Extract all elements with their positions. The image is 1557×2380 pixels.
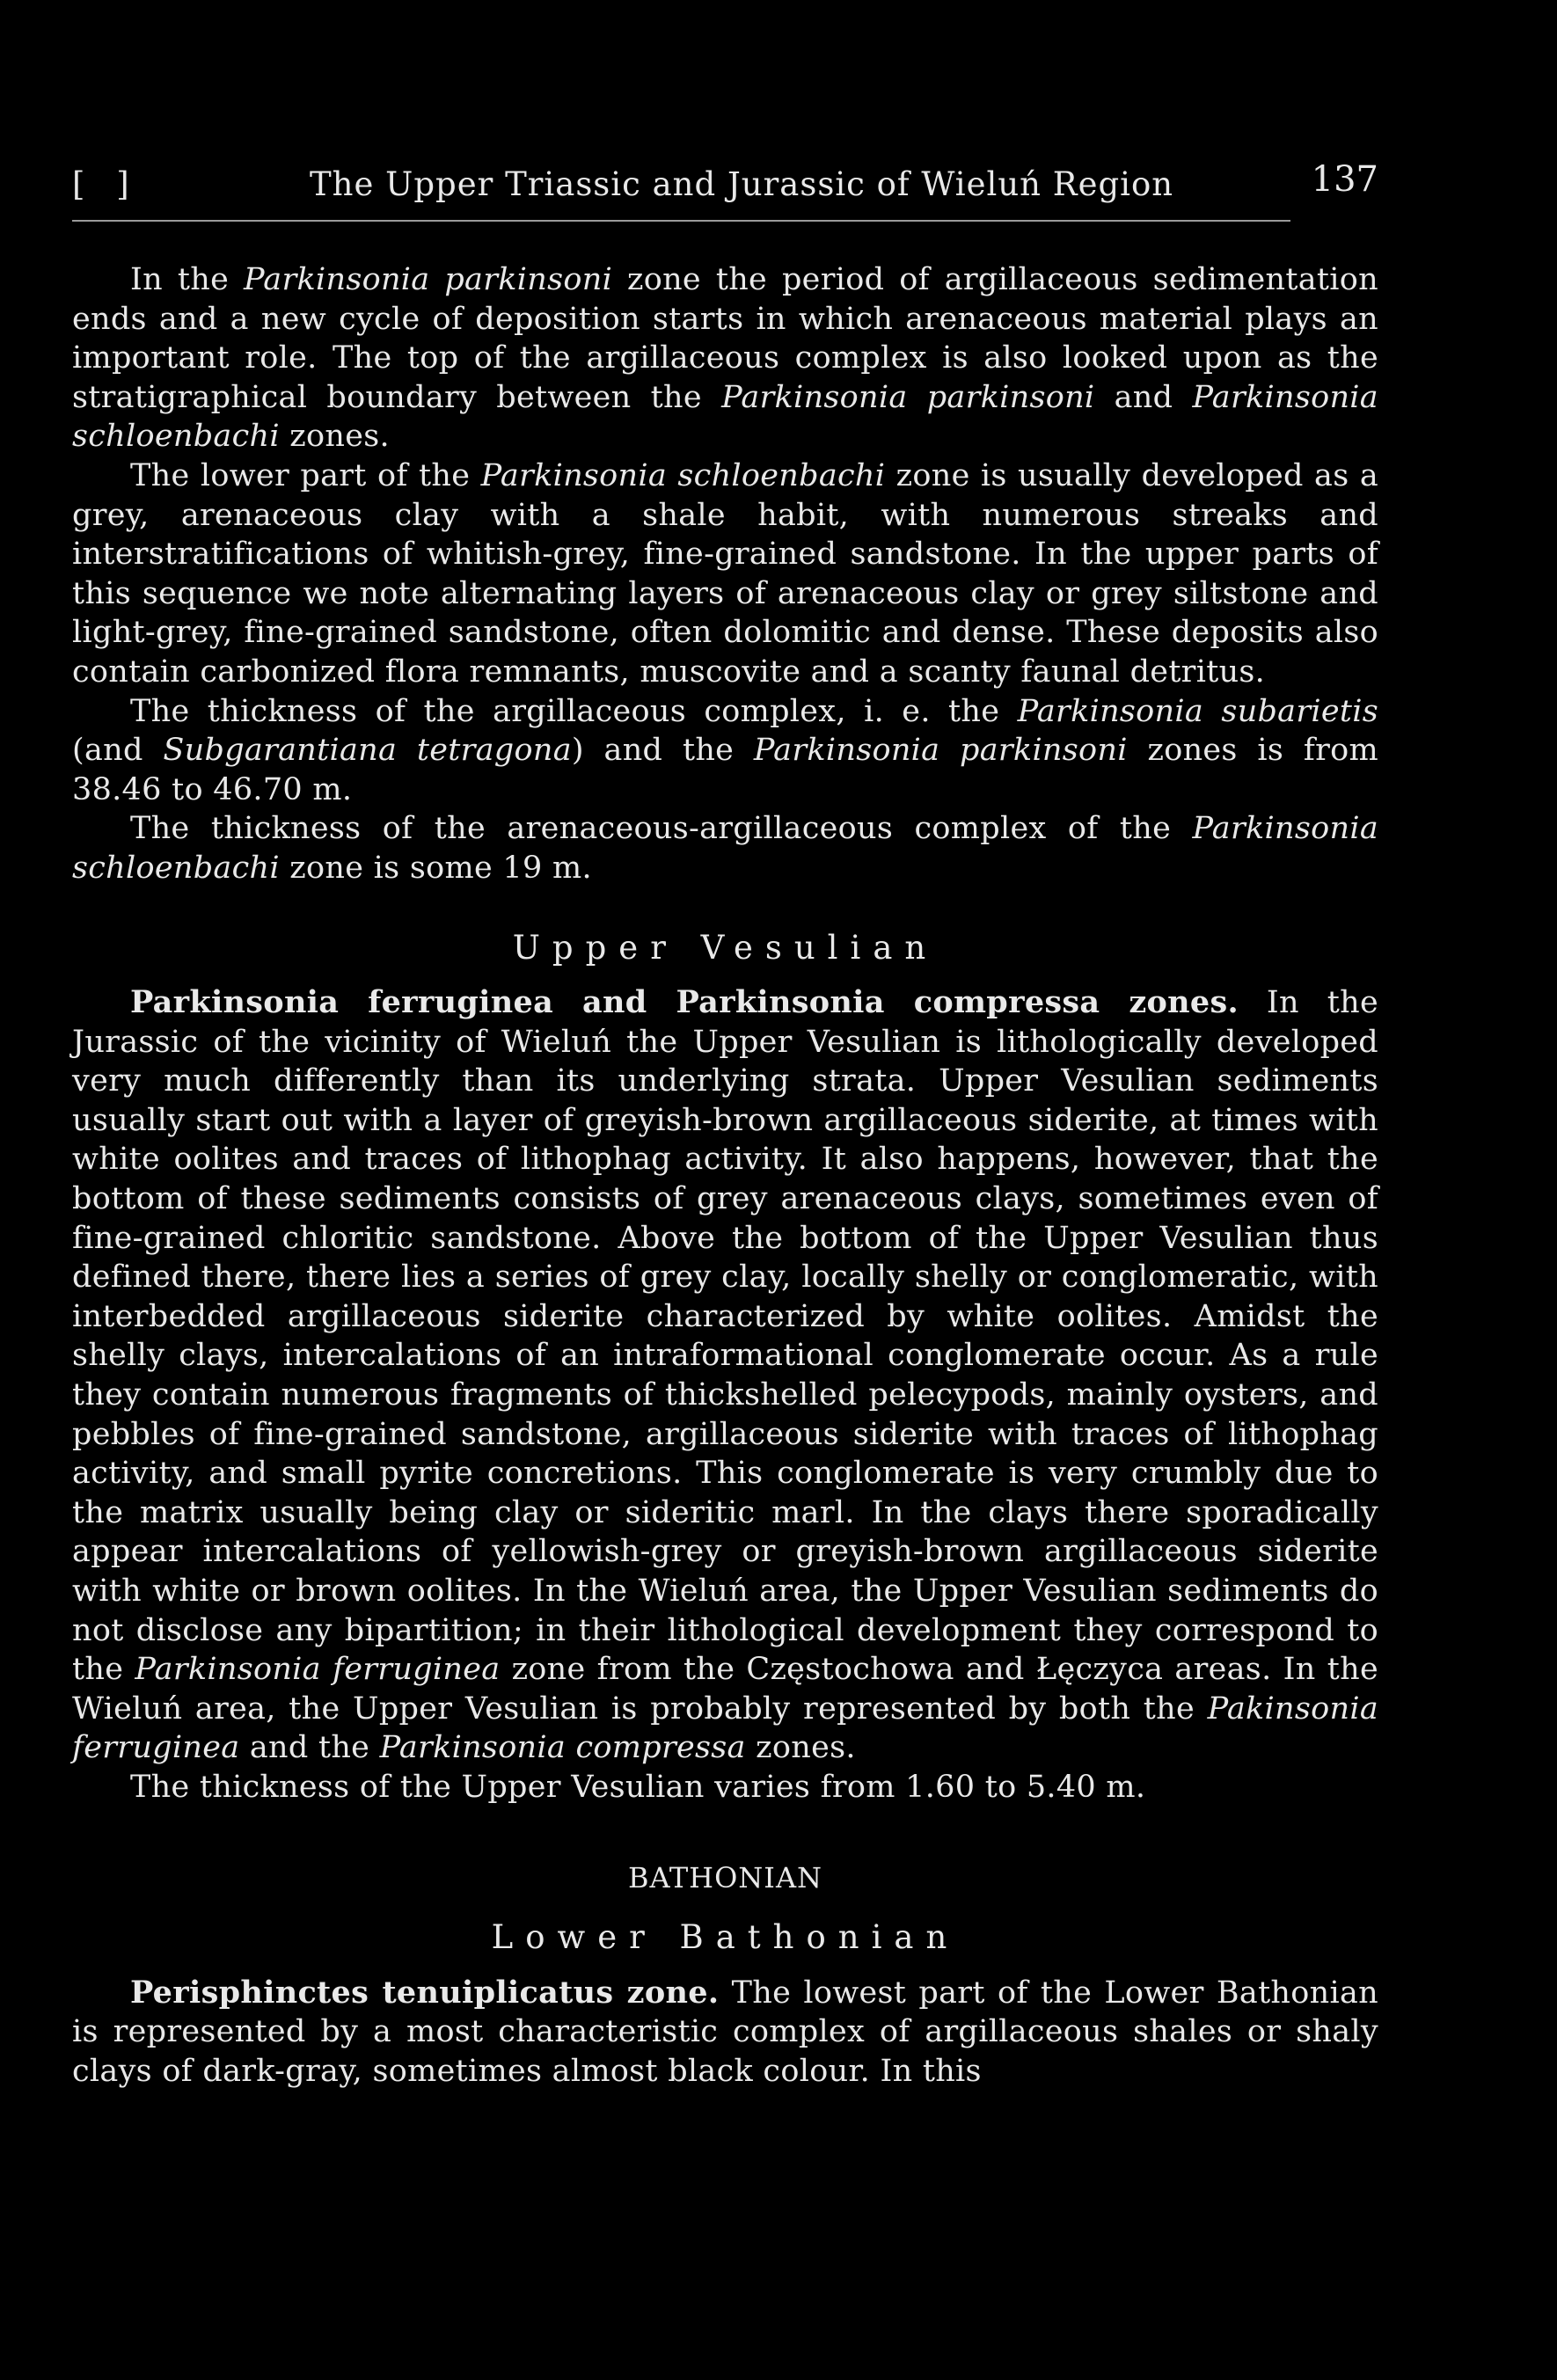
- zone-title: Parkinsonia ferruginea and Parkinsonia compressa zones.: [130, 984, 1239, 1021]
- taxon-name: Parkinsonia subarietis: [1017, 693, 1378, 729]
- text-run: The lowest part of the Lower Bathonian is represented by a most characteristic complex of argillaceous shales or shaly clays of dark-gray, sometimes almost black colour. In this: [72, 1975, 1378, 2089]
- body-text: [72, 260, 1378, 2092]
- taxon-name: Parkinsonia compressa: [379, 1730, 746, 1766]
- text-run: zones.: [279, 419, 390, 455]
- heading-lower-bathonian: Lower Bathonian: [491, 1918, 960, 1957]
- taxon-name: Parkinsonia schloenbachi: [72, 379, 1378, 455]
- text-run: The lower part of the: [130, 457, 481, 493]
- running-title: The Upper Triassic and Jurassic of Wieluń Region: [310, 165, 1174, 203]
- taxon-name: Parkinsonia schloenbachi: [480, 457, 886, 493]
- heading-bathonian: BATHONIAN: [627, 1860, 823, 1895]
- text-run: The thickness of the arenaceous-argillaceous complex of the: [130, 811, 1193, 847]
- text-run: In the: [130, 262, 244, 297]
- taxon-name: Parkinsonia schloenbachi: [72, 811, 1378, 886]
- paragraph-arenaceous-thickness: [72, 809, 1378, 887]
- paragraph-tenuiplicatus-zone: [72, 1974, 1378, 2092]
- taxon-name: Parkinsonia parkinsoni: [753, 733, 1128, 769]
- paragraph-parkinsoni-zone: [72, 260, 1378, 456]
- bracket-marks: [ ]: [72, 165, 140, 203]
- running-head: [72, 157, 1378, 213]
- text-run: The thickness of the argillaceous complex, i. e. the: [130, 693, 1018, 729]
- zone-title: Perisphinctes tenuiplicatus zone.: [130, 1974, 720, 2011]
- taxon-name: Subgarantiana tetragona: [163, 733, 572, 769]
- paragraph-schloenbachi-lower: [72, 456, 1378, 692]
- paragraph-upper-vesulian-thickness: The thickness of the Upper Vesulian varies from 1.60 to 5.40 m.: [130, 1769, 1146, 1805]
- paragraph-argillaceous-thickness: [72, 692, 1378, 810]
- text-run: zone the period of argillaceous sedimentation ends and a new cycle of deposition starts in which arenaceous material plays an important role. The top of the argillaceous complex is also looked upon as the stratigraphical boundary between the: [72, 262, 1378, 415]
- text-run: (and: [72, 733, 164, 769]
- text-run: zones is from 38.46 to 46.70 m.: [72, 733, 1378, 807]
- text-run: zone is usually developed as a grey, arenaceous clay with a shale habit, with numerous streaks and interstratifications of whitish-grey, fine-grained sandstone. In the upper parts of this sequence we note alternating layers of arenaceous clay or grey siltstone and light-grey, fine-grained sandstone, often dolomitic and dense. These deposits also contain carbonized flora remnants, muscovite and a scanty faunal detritus.: [72, 457, 1378, 690]
- text-run: and: [1094, 379, 1193, 415]
- taxon-name: Pakinsonia ferruginea: [72, 1690, 1378, 1766]
- text-run: and the: [239, 1730, 380, 1766]
- taxon-name: Parkinsonia parkinsoni: [244, 262, 613, 297]
- header-rule: [72, 220, 1290, 222]
- text-run: ) and the: [571, 733, 754, 769]
- paragraph-upper-vesulian: [72, 983, 1378, 1768]
- page-number: 137: [1311, 159, 1378, 200]
- heading-upper-vesulian: Upper Vesulian: [512, 928, 939, 967]
- text-run: zone from the Częstochowa and Łęczyca areas. In the Wieluń area, the Upper Vesulian is probably represented by both the: [72, 1652, 1378, 1727]
- taxon-name: Parkinsonia ferruginea: [135, 1652, 501, 1688]
- taxon-name: Parkinsonia parkinsoni: [721, 379, 1095, 415]
- text-run: zone is some 19 m.: [279, 850, 592, 886]
- text-run: zones.: [745, 1730, 856, 1766]
- text-run: In the Jurassic of the vicinity of Wieluń the Upper Vesulian is lithologically developed very much differently than its underlying strata. Upper Vesulian sediments usually start out with a layer of greyish-brown argillaceous siderite, at times with white oolites and traces of lithophag activity. It also happens, however, that the bottom of these sediments consists of grey arenaceous clays, sometimes even of fine-grained chloritic sandstone. Above the bottom of the Upper Vesulian thus defined there, there lies a series of grey clay, locally shelly or conglomeratic, with interbedded argillaceous siderite characterized by white oolites. Amidst the shelly clays, intercalations of an intraformational conglomerate occur. As a rule they contain numerous fragments of thickshelled pelecypods, mainly oysters, and pebbles of fine-grained sandstone, argillaceous siderite with traces of lithophag activity, and small pyrite concretions. This conglomerate is very crumbly due to the matrix usually being clay or sideritic marl. In the clays there sporadically appear intercalations of yellowish-grey or greyish-brown argillaceous siderite with white or brown oolites. In the Wieluń area, the Upper Vesulian sediments do not disclose any bipartition; in their lithological development they correspond to the: [72, 985, 1378, 1688]
